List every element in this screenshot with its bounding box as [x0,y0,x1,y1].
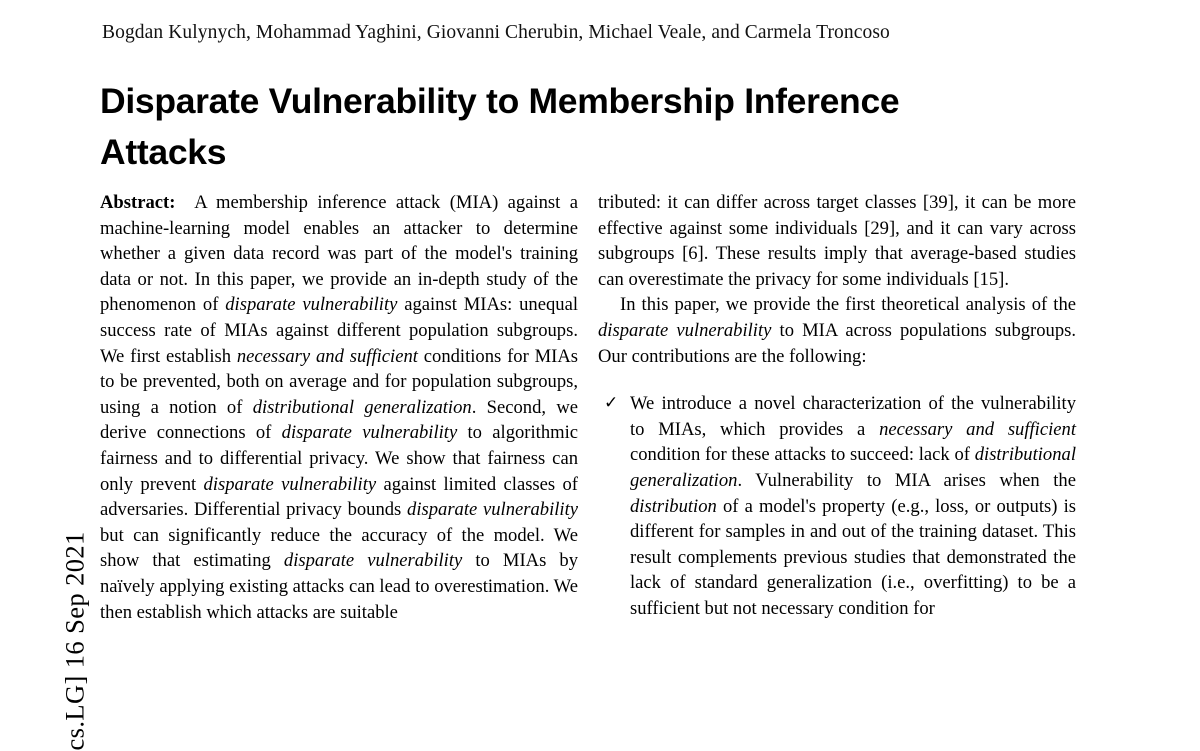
right-paragraph-2: In this paper, we provide the first theoretical analysis of the disparate vulnerability to MIA across populations subgroups. Our contributions are the following: [598,294,1076,367]
abstract-text: A membership inference attack (MIA) against a machine-learning model enables an attacker to determine whether a given data record was part of the model's training data or not. In this paper, we provide an in-depth study of the phenomenon of disparate vulnerability against MIAs: unequal success rate of MIAs against different population subgroups. We first establish necessary and sufficient conditions for MIAs to be prevented, both on average and for population subgroups, using a notion of distributional generalization. Second, we derive connections of disparate vulnerability to algorithmic fairness and to differential privacy. We show that fairness can only prevent disparate vulnerability against limited classes of adversaries. Differential privacy bounds disparate vulnerability but can significantly reduce the accuracy of the model. We show that estimating disparate vulnerability to MIAs by naïvely applying existing attacks can lead to overestimation. We then establish which attacks are suitable [100,192,579,623]
abstract-paragraph [100,190,578,625]
arxiv-stamp-text: cs.LG] 16 Sep 2021 [59,531,90,751]
list-item [598,391,1076,621]
page-title: Disparate Vulnerability to Membership Inference Attacks [100,80,900,172]
two-column-body [100,190,1080,650]
list-item-text: We introduce a novel characterization of the vulnerability to MIAs, which provides a necessary and sufficient condition for these attacks to succeed: lack of distributional generalization. Vulnerability to MIA arises when the distribution of a model's property (e.g., loss, or outputs) is different for samples in and out of the training dataset. This result complements previous studies that demonstrated the lack of standard generalization (i.e., overfitting) to be a sufficient but not necessary condition for [630,393,1076,619]
paper-page [100,0,1080,648]
author-list: Bogdan Kulynych, Mohammad Yaghini, Giovanni Cherubin, Michael Veale, and Carmela Troncoso [102,22,890,43]
abstract-label: Abstract: [100,192,176,213]
contributions-list [598,391,1076,621]
checkmark-icon: ✓ [604,393,619,414]
column-left [100,190,578,625]
column-right [598,190,1076,622]
arxiv-stamp [0,0,90,751]
right-paragraph-1: tributed: it can differ across target classes [39], it can be more effective against some individuals [29], and it can vary across subgroups [6]. These results imply that average-based studies can overestimate the privacy for some individuals [15]. [598,192,1076,290]
